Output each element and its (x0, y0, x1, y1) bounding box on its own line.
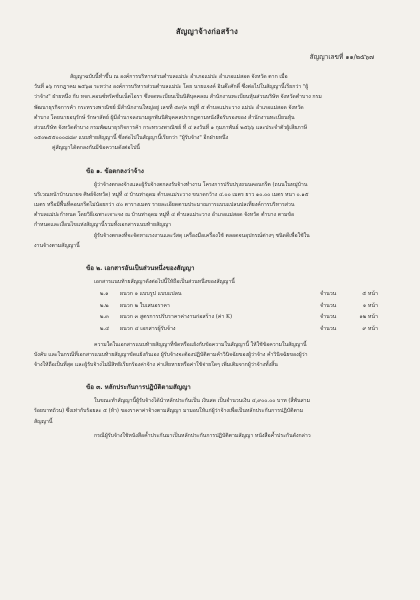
document-name: ผนวก ๔ เอกสารผู้รับจ้าง (120, 326, 176, 333)
attached-documents-list (34, 289, 380, 335)
clause-2-line: บังคับ และในกรณีที่เอกสารแนบท้ายสัญญาขัดแย้งกันเอง ผู้รับจ้างจะต้องปฏิบัติตามคำวินิจฉัยของผู้ว่าจ้าง คำวินิจฉัยของผู้ว่า (34, 351, 308, 358)
intro-section (34, 72, 380, 154)
document-page-count: ๕ หน้า (362, 291, 378, 298)
document-page-count: ๑ หน้า (362, 302, 378, 309)
clause-2-line: จ้างให้ถือเป็นที่สุด และผู้รับจ้างไม่มีสิทธิเรียกร้องค่าจ้าง ค่าเสียหายหรือค่าใช้จ่ายใดๆ เพิ่มเติมจากผู้ว่าจ้างทั้งสิ้น (34, 362, 278, 369)
document-count-label: จำนวน (320, 302, 337, 309)
clause-1 (34, 166, 380, 251)
intro-line: ส่วนบริษัท จังหวัดตำบาง กรมพัฒนาธุรกิจการค้า กระทรวงพาณิชย์ ที่ ๔ ลงวันที่ ๑ กุมภาพันธ์ ๒๕๖๖ และประจำตัวผู้เสียภาษี (34, 125, 308, 132)
document-count-label: จำนวน (320, 314, 337, 321)
clause-1-line: งานจ้างตามสัญญานี้ (34, 242, 80, 249)
clause-1-line: ตำบลแม่ปะกำหนด โดยวิธีเฉพาะเจาะจง ณ บ้านท่าอุดม หมู่ที่ ๔ ตำบลแม่ระวาง อำเภอแม่สอด จังหวัด ตำบาง ตามข้อ (34, 212, 295, 219)
document-page-count: ๙ หน้า (362, 326, 378, 333)
clause-2 (34, 263, 380, 370)
document-count-label: จำนวน (320, 291, 337, 298)
intro-line: สัญญาฉบับนี้ทำขึ้น ณ องค์การบริหารส่วนตำบลแม่ปะ อำเภอแม่ปะ อำเภอแม่สอด จังหวัด ตาก เมื่อ (70, 74, 288, 80)
clause-1-heading: ข้อ ๑. ข้อตกลงว่าจ้าง (86, 167, 144, 175)
document-number: ๒.๔ (100, 326, 110, 333)
intro-line: คู่สัญญาได้ตกลงกันมีข้อความดังต่อไปนี้ (52, 145, 140, 152)
clause-3 (34, 382, 380, 441)
intro-line: ตำบาง โดยนายอนุรักษ์ รักษาสัตย์ ผู้มีอำนาจลงนามผูกพันนิติบุคคลปรากฏตามหนังสือรับรองของ สำนักงานทะเบียนหุ้น (34, 114, 295, 121)
contract-number: สัญญาเลขที่ ๑๑/๒๕๖๗ (309, 53, 374, 61)
clause-3-line: สัญญานี้ (34, 418, 53, 425)
clause-3-line: กรณีผู้รับจ้างใช้หนังสือค้ำประกันมาเป็นหลักประกันการปฏิบัติตามสัญญา หนังสือค้ำประกันดังกล่าว (94, 432, 311, 439)
document-number: ๒.๓ (100, 314, 109, 321)
document-number: ๒.๒ (100, 302, 109, 309)
clause-3-line: ร้อยบาทถ้วน) ซึ่งเท่ากับร้อยละ ๕ (ห้า) ของราคาค่าจ้างตามสัญญา มามอบให้แก่ผู้ว่าจ้างเพื่อเป็นหลักประกันการปฏิบัติตาม (34, 408, 304, 415)
clause-2-line: ความใดในเอกสารแนบท้ายสัญญาที่ขัดหรือแย้งกับข้อความในสัญญานี้ ให้ใช้ข้อความในสัญญานี้ (94, 341, 307, 348)
list-item (34, 289, 380, 301)
document-page-count: ๑๒ หน้า (359, 314, 378, 321)
document-title: สัญญาจ้างก่อสร้าง (176, 27, 238, 36)
document-name: ผนวก ๑ แบบรูป แบบแปลน (120, 291, 182, 298)
clause-1-line: ผู้รับจ้างตกลงที่จะจัดหาแรงงานและวัสดุ เครื่องมือเครื่องใช้ ตลอดจนอุปกรณ์ต่างๆ ชนิดดีเพื่อใช้ใน (94, 232, 310, 239)
document-name: ผนวก ๒ ใบเสนอราคา (120, 302, 170, 309)
clause-3-line: ในขณะทำสัญญานี้ผู้รับจ้างได้นำหลักประกันเป็น เงินสด เป็นจำนวนเงิน ๔,๙๐๐.๐๐ บาท (สี่พันสาม (94, 398, 310, 405)
intro-line: ว่าจ้าง" ฝ่ายหนึ่ง กับ หจก.คอนซ์ทรัคชั่นเน็ตไอรา ซึ่งจดทะเบียนเป็นนิติบุคคลณ สำนักงานทะเบียนหุ้นส่วนบริษัท จังหวัดตำบาง กรม (34, 94, 322, 101)
list-item (34, 312, 380, 324)
document-count-label: จำนวน (320, 326, 337, 333)
list-item (34, 324, 380, 336)
clause-3-heading: ข้อ ๓. หลักประกันการปฏิบัติตามสัญญา (86, 384, 191, 392)
intro-line: วันที่ ๑๖ กรกฎาคม ๒๕๖๗ ระหว่าง องค์การบริหารส่วนตำบลแม่ปะ โดย นายแจงค์ อินต๊ะศักดิ์ ซึ่งต่อไปในสัญญานี้เรียกว่า "ผู้ (34, 84, 309, 91)
intro-line: พัฒนาธุรกิจการค้า กระทรวงพาณิชย์ มีสำนักงานใหญ่อยู่ เลขที่ ๕๙/๓ หมู่ที่ ๕ ตำบลแม่ระวาง แม่ปะ อำเภอแม่สอด จังหวัด (34, 104, 304, 111)
clause-1-line: เมตร หรือมีพื้นที่คอนกรีตไม่น้อยกว่า ๔๐ ตารางเมตร รายละเอียดตามประมาณการแบบแปลนปลเที่ยงค์การบริหารส่วน (34, 202, 295, 209)
intro-line: ๐๕๐๒๕๕๐๐๐๘๘๙ แนบท้ายสัญญานี้ ซึ่งต่อไปในสัญญานี้เรียกว่า "ผู้รับจ้าง" อีกฝ่ายหนึ่ง (34, 135, 229, 142)
clause-2-intro: เอกสารแนบท้ายสัญญาดังต่อไปนี้ให้ถือเป็นส่วนหนึ่งของสัญญานี้ (94, 279, 235, 286)
clause-1-line: ผู้ว่าจ้างตกลงจ้างและผู้รับจ้างตกลงรับจ้างทำงาน โครงการปรับปรุงถนนคอนกรีต (ถนนในหมู่บ้าน (94, 181, 308, 188)
list-item (34, 301, 380, 313)
clause-1-line: กำหนดและเงื่อนไขแห่งสัญญานี้รวมทั้งเอกสารแนบท้ายสัญญา (34, 222, 172, 229)
document-number: ๒.๑ (100, 291, 109, 298)
clause-1-line: บริเวณหน้าบ้านนายจ ศิษย์จังหวัด) หมู่ที่ ๔ บ้านท่าอุดม ตำบลแม่ระวาง ขนาดกว้าง ๔.๐๐ เมตร ยาว ๑๐.๐๐ เมตร หนา ๐.๑๕ (34, 191, 309, 198)
document-name: ผนวก ๓ สูตรการปรับราคาค่างานก่อสร้าง (ค่า K) (120, 314, 233, 321)
clause-2-heading: ข้อ ๒. เอกสารอันเป็นส่วนหนึ่งของสัญญา (86, 265, 195, 273)
